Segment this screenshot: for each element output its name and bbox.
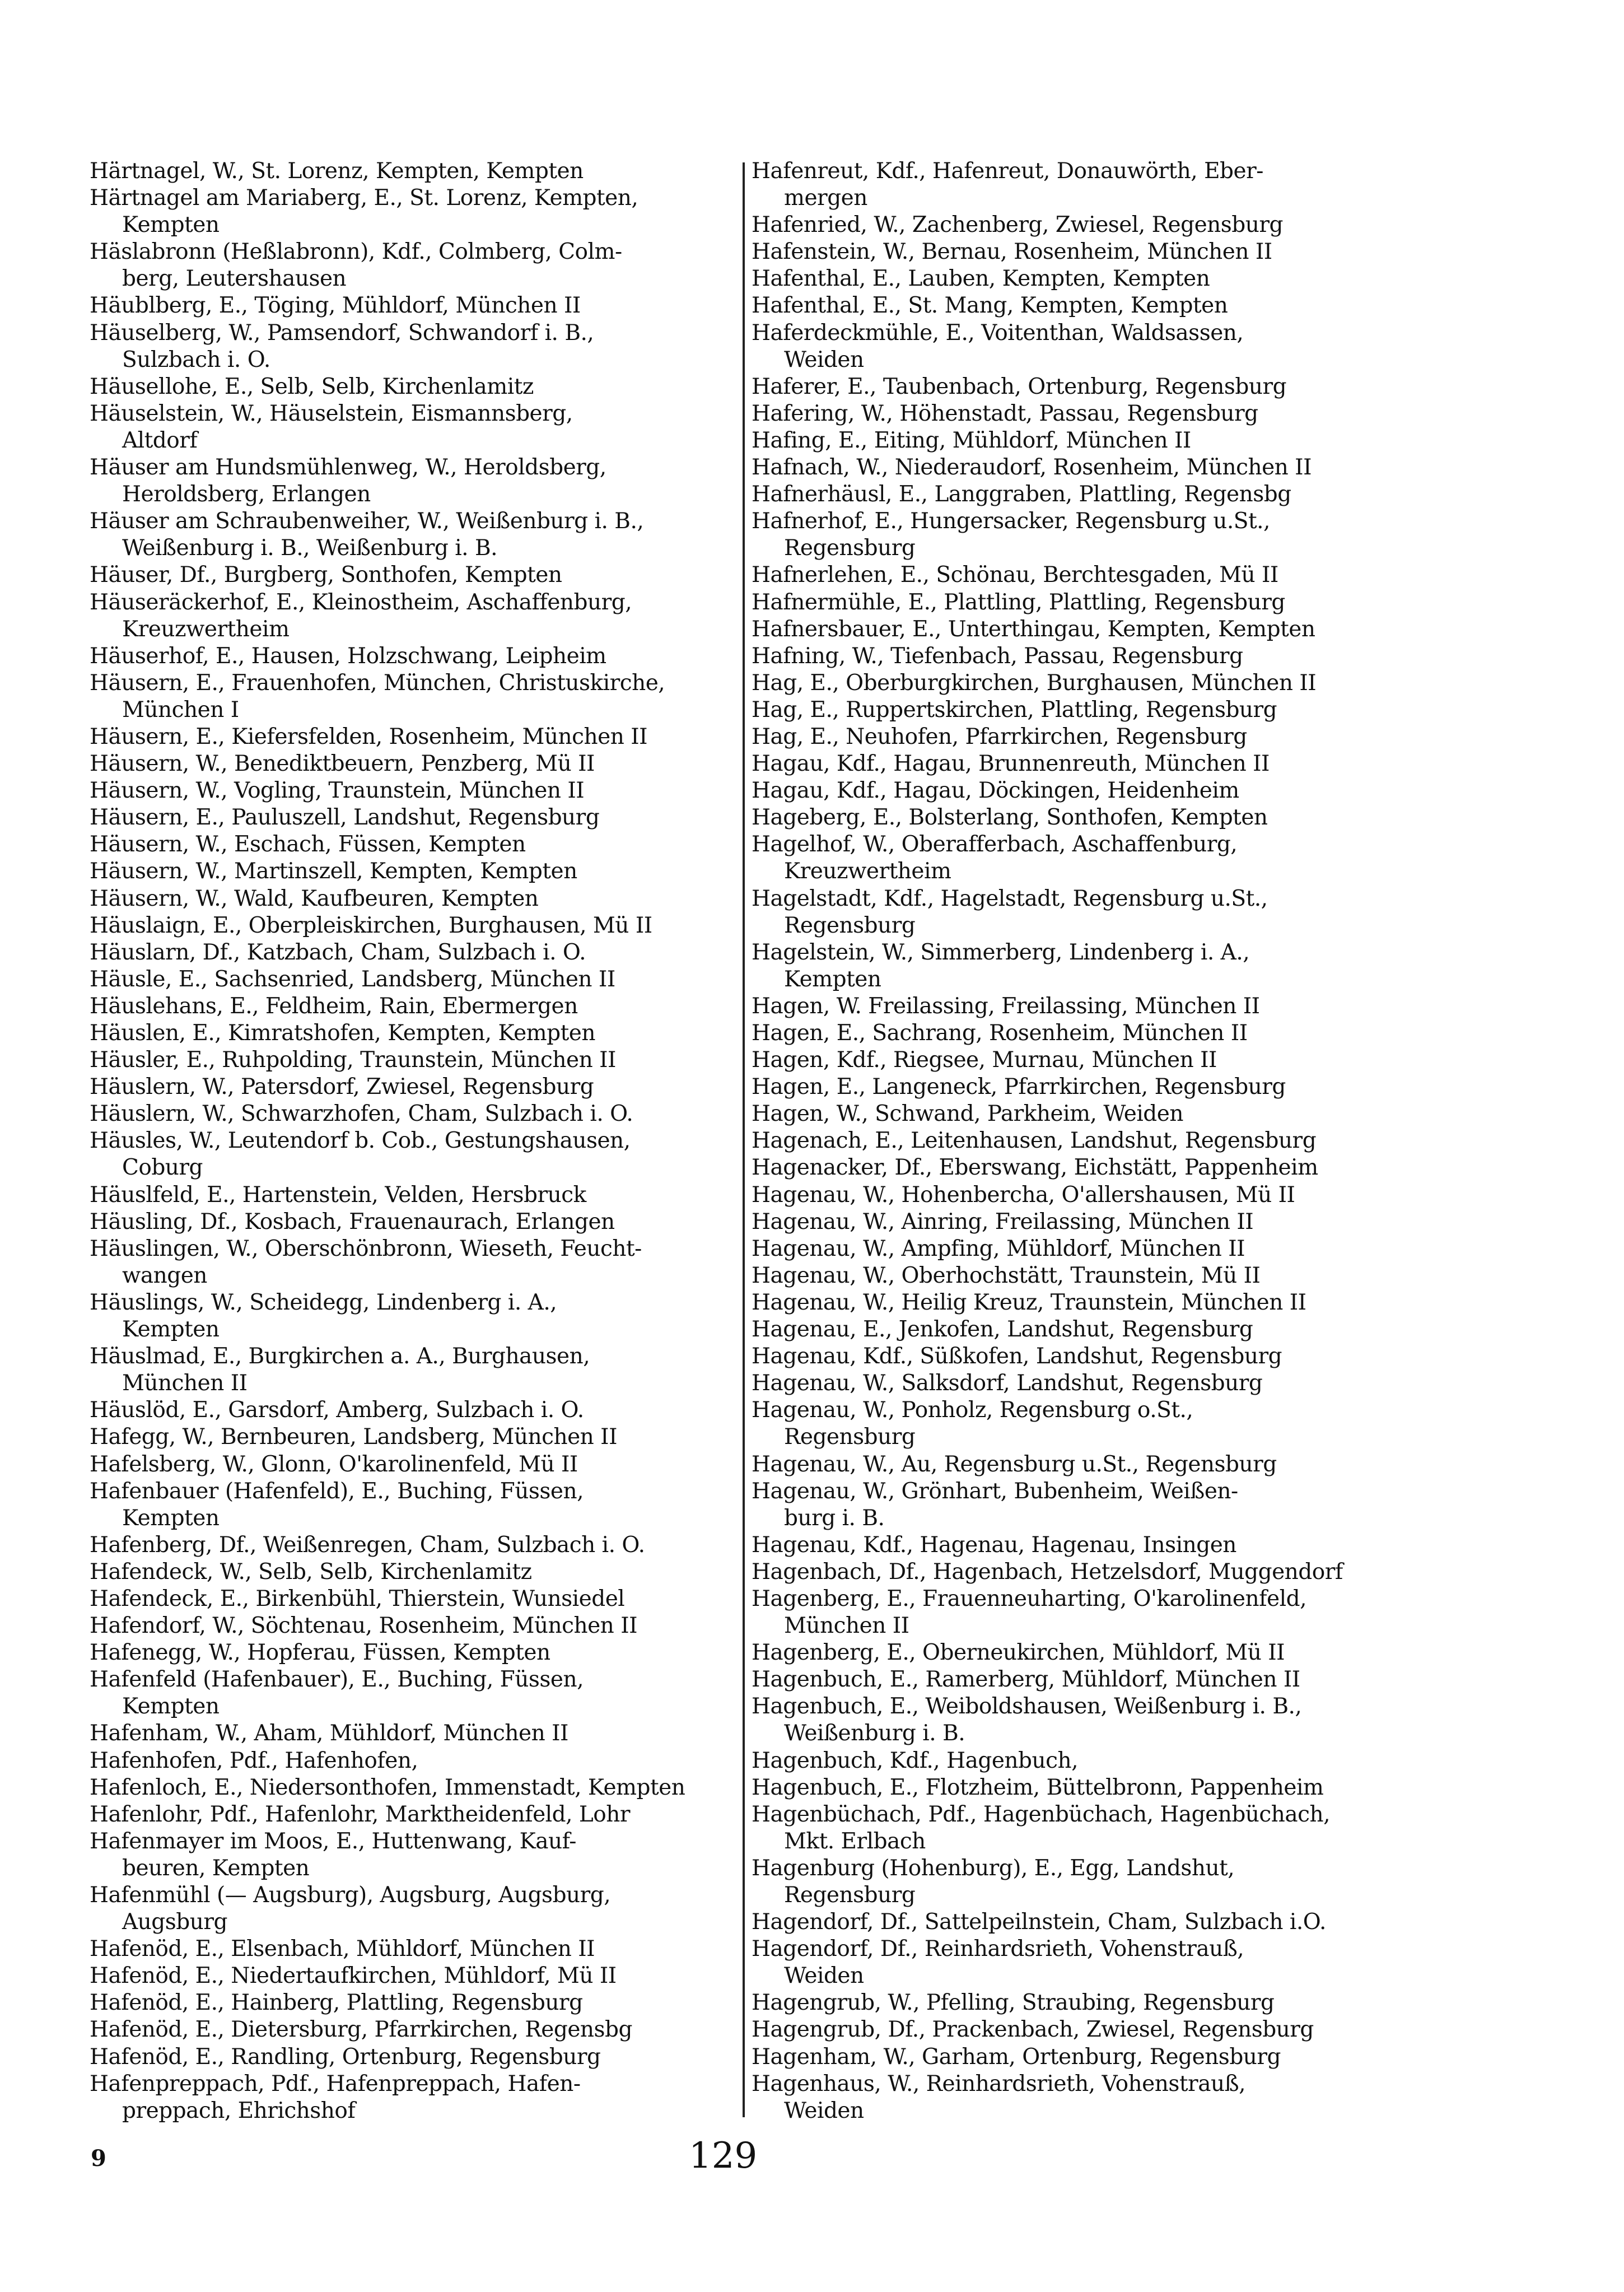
entry-line: Hagenau, E., Jenkofen, Landshut, Regensburg — [752, 1317, 1253, 1343]
gazetteer-entry — [752, 1289, 1424, 1316]
gazetteer-entry — [752, 1182, 1424, 1209]
gazetteer-entry — [752, 1343, 1424, 1370]
entry-line: Hafenloch, E., Niedersonthofen, Immenstadt, Kempten — [90, 1774, 685, 1800]
gazetteer-entry — [90, 239, 734, 292]
gazetteer-entry — [752, 1020, 1424, 1047]
entry-line: Häuslaign, E., Oberpleiskirchen, Burghausen, Mü II — [90, 912, 652, 938]
gazetteer-entry — [90, 939, 734, 966]
entry-continuation-line: Weißenburg i. B., Weißenburg i. B. — [122, 535, 498, 561]
entry-line: Häuslfeld, E., Hartenstein, Velden, Hersbruck — [90, 1182, 586, 1208]
gazetteer-entry — [752, 616, 1424, 643]
entry-line: Hagenacker, Df., Eberswang, Eichstätt, Pappenheim — [752, 1155, 1318, 1181]
entry-continuation-line: Kreuzwertheim — [122, 616, 290, 642]
entry-line: Hafenöd, E., Niedertaufkirchen, Mühldorf, Mü II — [90, 1963, 617, 1989]
gazetteer-entry — [90, 886, 734, 912]
entry-line: Häusern, W., Eschach, Füssen, Kempten — [90, 832, 526, 858]
entry-line: Häuslehans, E., Feldheim, Rain, Ebermergen — [90, 993, 578, 1019]
gazetteer-entry — [752, 2016, 1424, 2043]
gazetteer-entry — [90, 1047, 734, 1074]
entry-line: Hagenburg (Hohenburg), E., Egg, Landshut, — [752, 1855, 1235, 1881]
entry-line: Häusles, W., Leutendorf b. Cob., Gestungshausen, — [90, 1128, 631, 1154]
entry-line: Häuselberg, W., Pamsendorf, Schwandorf i. B., — [90, 320, 594, 346]
gazetteer-entry — [90, 1748, 734, 1774]
entry-line: Hagenau, W., Au, Regensburg u.St., Regensburg — [752, 1451, 1277, 1477]
gazetteer-entry — [90, 1801, 734, 1828]
entry-continuation-line: berg, Leutershausen — [122, 266, 347, 292]
entry-continuation-line: Kempten — [122, 212, 220, 238]
gazetteer-entry — [752, 1909, 1424, 1936]
entry-continuation-line: München II — [784, 1613, 909, 1639]
entry-continuation-line: Regensburg — [784, 1883, 916, 1908]
entry-line: Hafenberg, Df., Weißenregen, Cham, Sulzbach i. O. — [90, 1532, 645, 1558]
gazetteer-entry — [752, 292, 1424, 319]
gazetteer-entry — [752, 1263, 1424, 1289]
entry-continuation-line: Augsburg — [122, 1909, 227, 1935]
entry-line: Haferdeckmühle, E., Voitenthan, Waldsassen, — [752, 320, 1244, 346]
entry-line: Hagen, Kdf., Riegsee, Murnau, München II — [752, 1047, 1217, 1073]
entry-line: Hafnermühle, E., Plattling, Plattling, Regensburg — [752, 589, 1285, 615]
entry-line: Hafnersbauer, E., Unterthingau, Kempten, Kempten — [752, 616, 1315, 642]
gazetteer-entry — [90, 831, 734, 858]
gazetteer-entry — [752, 1047, 1424, 1074]
gazetteer-entry — [90, 643, 734, 670]
gazetteer-entry — [752, 589, 1424, 616]
entry-line: Hag, E., Oberburgkirchen, Burghausen, München II — [752, 670, 1317, 696]
entry-line: Häuser am Schraubenweiher, W., Weißenburg i. B., — [90, 509, 644, 534]
entry-continuation-line: Weißenburg i. B. — [784, 1721, 965, 1746]
entry-continuation-line: burg i. B. — [784, 1505, 885, 1531]
entry-continuation-line: Kempten — [122, 1694, 220, 1720]
gazetteer-entry — [90, 724, 734, 751]
entry-line: Hafenöd, E., Randling, Ortenburg, Regensburg — [90, 2044, 601, 2070]
gazetteer-entry — [752, 1936, 1424, 1990]
gazetteer-entry — [90, 508, 734, 562]
gazetteer-entry — [90, 1990, 734, 2016]
entry-line: Hagenbüchach, Pdf., Hagenbüchach, Hagenbüchach, — [752, 1801, 1330, 1827]
entry-line: Hafenried, W., Zachenberg, Zwiesel, Regensburg — [752, 212, 1283, 238]
gazetteer-entry — [90, 751, 734, 777]
entry-line: Hagenbuch, Kdf., Hagenbuch, — [752, 1748, 1078, 1773]
gazetteer-entry — [752, 2071, 1424, 2125]
page-number: 129 — [689, 2135, 758, 2177]
gazetteer-entry — [90, 670, 734, 724]
entry-line: Häuslmad, E., Burgkirchen a. A., Burghausen, — [90, 1344, 590, 1369]
entry-line: Hagelhof, W., Oberafferbach, Aschaffenburg, — [752, 832, 1238, 858]
gazetteer-entry — [752, 1074, 1424, 1101]
entry-continuation-line: Altdorf — [122, 427, 198, 453]
entry-line: Häusellohe, E., Selb, Selb, Kirchenlamitz — [90, 374, 534, 399]
entry-line: Hageberg, E., Bolsterlang, Sonthofen, Kempten — [752, 805, 1268, 831]
entry-line: Hagendorf, Df., Sattelpeilnstein, Cham, Sulzbach i.O. — [752, 1909, 1326, 1935]
gazetteer-entry — [90, 993, 734, 1020]
entry-continuation-line: Weiden — [784, 1963, 864, 1989]
gazetteer-entry — [90, 185, 734, 239]
entry-continuation-line: mergen — [784, 185, 867, 211]
entry-continuation-line: Regensburg — [784, 912, 916, 938]
gazetteer-entry — [90, 1182, 734, 1209]
gazetteer-entry — [752, 1101, 1424, 1128]
gazetteer-entry — [90, 2016, 734, 2043]
gazetteer-entry — [752, 562, 1424, 589]
gazetteer-entry — [90, 1828, 734, 1882]
entry-line: Häusern, E., Frauenhofen, München, Christuskirche, — [90, 670, 665, 696]
gazetteer-entry — [90, 1020, 734, 1047]
gazetteer-entry — [752, 1586, 1424, 1639]
entry-line: Haferer, E., Taubenbach, Ortenburg, Regensburg — [752, 374, 1287, 399]
gazetteer-entry — [752, 831, 1424, 885]
entry-continuation-line: preppach, Ehrichshof — [122, 2098, 356, 2123]
entry-line: Hagen, E., Langeneck, Pfarrkirchen, Regensburg — [752, 1074, 1286, 1100]
gazetteer-entry — [752, 724, 1424, 751]
entry-line: Hafenthal, E., Lauben, Kempten, Kempten — [752, 266, 1210, 292]
entry-line: Hagenau, W., Salksdorf, Landshut, Regensburg — [752, 1371, 1263, 1396]
gazetteer-entry — [90, 589, 734, 643]
entry-continuation-line: Weiden — [784, 2098, 864, 2123]
entry-line: Hagenau, W., Oberhochstätt, Traunstein, Mü II — [752, 1263, 1261, 1288]
entry-line: Hagenau, W., Ponholz, Regensburg o.St., — [752, 1397, 1193, 1423]
gazetteer-entry — [90, 1074, 734, 1101]
entry-line: Häuslöd, E., Garsdorf, Amberg, Sulzbach i. O. — [90, 1397, 584, 1423]
entry-line: Hagelstein, W., Simmerberg, Lindenberg i. A., — [752, 939, 1250, 965]
entry-line: Hafenfeld (Hafenbauer), E., Buching, Füssen, — [90, 1667, 584, 1693]
entry-line: Hafenöd, E., Elsenbach, Mühldorf, München II — [90, 1936, 595, 1962]
gazetteer-entry — [90, 858, 734, 885]
gazetteer-entry — [752, 1774, 1424, 1801]
entry-line: Hafenpreppach, Pdf., Hafenpreppach, Hafen- — [90, 2071, 581, 2097]
entry-line: Hafenreut, Kdf., Hafenreut, Donauwörth, Eber- — [752, 159, 1263, 184]
entry-line: Häuser, Df., Burgberg, Sonthofen, Kempten — [90, 562, 562, 588]
gazetteer-entry — [752, 1370, 1424, 1397]
gazetteer-entry — [752, 1748, 1424, 1774]
entry-line: Häusern, E., Kiefersfelden, Rosenheim, München II — [90, 724, 648, 749]
gazetteer-entry — [90, 804, 734, 831]
column-divider — [743, 162, 745, 2117]
gazetteer-entry — [752, 1478, 1424, 1532]
entry-continuation-line: Weiden — [784, 347, 864, 372]
entry-line: Hagenau, Kdf., Süßkofen, Landshut, Regensburg — [752, 1344, 1282, 1369]
gazetteer-entry — [90, 1720, 734, 1747]
gazetteer-entry — [752, 1209, 1424, 1236]
gazetteer-entry — [752, 993, 1424, 1020]
entry-continuation-line: Kempten — [784, 966, 881, 992]
gazetteer-entry — [90, 1451, 734, 1478]
gazetteer-entry — [752, 643, 1424, 670]
entry-line: Häuslarn, Df., Katzbach, Cham, Sulzbach i. O. — [90, 939, 586, 965]
entry-line: Häuslen, E., Kimratshofen, Kempten, Kempten — [90, 1021, 595, 1046]
entry-line: Hagendorf, Df., Reinhardsrieth, Vohenstrauß, — [752, 1936, 1244, 1962]
gazetteer-entry — [90, 1101, 734, 1128]
gazetteer-entry — [90, 1639, 734, 1666]
entry-line: Hagelstadt, Kdf., Hagelstadt, Regensburg u.St., — [752, 886, 1268, 911]
gazetteer-entry — [752, 886, 1424, 939]
entry-continuation-line: Sulzbach i. O. — [122, 347, 270, 372]
gazetteer-entry — [752, 751, 1424, 777]
gazetteer-entry — [90, 1774, 734, 1801]
entry-line: Hafnach, W., Niederaudorf, Rosenheim, München II — [752, 455, 1312, 481]
entry-line: Häusler, E., Ruhpolding, Traunstein, München II — [90, 1047, 616, 1073]
gazetteer-entry — [90, 1128, 734, 1181]
gazetteer-entry — [752, 1236, 1424, 1263]
entry-line: Hafering, W., Höhenstadt, Passau, Regensburg — [752, 400, 1258, 426]
gazetteer-entry — [752, 1855, 1424, 1909]
gazetteer-entry — [752, 1397, 1424, 1451]
gazetteer-entry — [752, 1666, 1424, 1693]
entry-line: Häusling, Df., Kosbach, Frauenaurach, Erlangen — [90, 1209, 615, 1234]
gazetteer-entry — [752, 1128, 1424, 1154]
entry-line: Häuseräckerhof, E., Kleinostheim, Aschaffenburg, — [90, 589, 632, 615]
entry-line: Hafenöd, E., Hainberg, Plattling, Regensburg — [90, 1990, 583, 2016]
gazetteer-entry — [90, 912, 734, 939]
entry-continuation-line: Regensburg — [784, 1424, 916, 1450]
gazetteer-entry — [90, 1666, 734, 1720]
entry-line: Häslabronn (Heßlabronn), Kdf., Colmberg, Colm- — [90, 239, 622, 265]
entry-continuation-line: Kempten — [122, 1505, 220, 1531]
entry-line: Hafenöd, E., Dietersburg, Pfarrkirchen, Regensbg — [90, 2017, 632, 2043]
entry-line: Häusern, E., Pauluszell, Landshut, Regensburg — [90, 805, 600, 831]
gazetteer-entry — [90, 966, 734, 993]
gazetteer-entry — [90, 1209, 734, 1236]
gazetteer-entry — [90, 1424, 734, 1451]
entry-line: Hagenberg, E., Frauenneuharting, O'karolinenfeld, — [752, 1586, 1306, 1611]
gazetteer-entry — [90, 1882, 734, 1936]
entry-line: Hag, E., Neuhofen, Pfarrkirchen, Regensburg — [752, 724, 1247, 749]
gazetteer-entry — [752, 1559, 1424, 1586]
gazetteer-entry — [90, 2071, 734, 2125]
gazetteer-entry — [90, 777, 734, 804]
entry-line: Hagen, W. Freilassing, Freilassing, München II — [752, 993, 1260, 1019]
gazetteer-entry — [90, 1289, 734, 1343]
gazetteer-entry — [90, 1559, 734, 1586]
entry-line: Häusern, W., Martinszell, Kempten, Kempten — [90, 859, 577, 884]
printer-signature-mark: 9 — [91, 2145, 106, 2172]
gazetteer-entry — [752, 939, 1424, 993]
entry-line: Hagenhaus, W., Reinhardsrieth, Vohenstrauß, — [752, 2071, 1246, 2097]
entry-line: Hagenau, W., Hohenbercha, O'allershausen, Mü II — [752, 1182, 1295, 1208]
entry-line: Häuserhof, E., Hausen, Holzschwang, Leipheim — [90, 643, 606, 669]
gazetteer-entry — [90, 1532, 734, 1559]
gazetteer-entry — [752, 1990, 1424, 2016]
entry-continuation-line: Mkt. Erlbach — [784, 1828, 926, 1854]
entry-line: Häusle, E., Sachsenried, Landsberg, München II — [90, 966, 615, 992]
entry-line: Häuslingen, W., Oberschönbronn, Wieseth, Feucht- — [90, 1236, 642, 1261]
gazetteer-entry — [90, 1586, 734, 1613]
entry-line: Hagengrub, Df., Prackenbach, Zwiesel, Regensburg — [752, 2017, 1314, 2043]
entry-line: Hagau, Kdf., Hagau, Döckingen, Heidenheim — [752, 778, 1239, 804]
entry-line: Hafenmühl (— Augsburg), Augsburg, Augsburg, — [90, 1883, 611, 1908]
entry-line: Hafenlohr, Pdf., Hafenlohr, Marktheidenfeld, Lohr — [90, 1801, 631, 1827]
gazetteer-entry — [90, 374, 734, 400]
entry-line: Hafendorf, W., Söchtenau, Rosenheim, München II — [90, 1613, 638, 1639]
gazetteer-entry — [90, 1343, 734, 1397]
entry-line: Hafing, E., Eiting, Mühldorf, München II — [752, 427, 1191, 453]
entry-line: Hafenmayer im Moos, E., Huttenwang, Kauf- — [90, 1828, 576, 1854]
entry-line: Hagau, Kdf., Hagau, Brunnenreuth, München II — [752, 751, 1270, 777]
entry-continuation-line: wangen — [122, 1263, 207, 1288]
gazetteer-entry — [90, 2044, 734, 2071]
entry-line: Häuser am Hundsmühlenweg, W., Heroldsberg, — [90, 455, 606, 481]
gazetteer-entry — [752, 697, 1424, 724]
gazetteer-entry — [90, 1613, 734, 1639]
entry-line: Hafenham, W., Aham, Mühldorf, München II — [90, 1721, 568, 1746]
entry-line: Härtnagel am Mariaberg, E., St. Lorenz, Kempten, — [90, 185, 638, 211]
entry-line: Hafenegg, W., Hopferau, Füssen, Kempten — [90, 1640, 550, 1666]
entry-line: Häuslern, W., Schwarzhofen, Cham, Sulzbach i. O. — [90, 1101, 633, 1127]
gazetteer-entry — [752, 400, 1424, 427]
gazetteer-entry — [752, 212, 1424, 239]
gazetteer-entry — [752, 454, 1424, 481]
gazetteer-entry — [752, 1693, 1424, 1747]
gazetteer-entry — [752, 239, 1424, 265]
gazetteer-entry — [90, 1478, 734, 1532]
gazetteer-entry — [752, 1801, 1424, 1855]
entry-line: Hagenau, W., Ampfing, Mühldorf, München II — [752, 1236, 1245, 1261]
gazetteer-entry — [90, 1936, 734, 1963]
gazetteer-entry — [752, 481, 1424, 508]
entry-line: Häuslern, W., Patersdorf, Zwiesel, Regensburg — [90, 1074, 594, 1100]
gazetteer-entry — [752, 2044, 1424, 2071]
entry-line: Hagen, W., Schwand, Parkheim, Weiden — [752, 1101, 1183, 1127]
entry-line: Hagenau, W., Grönhart, Bubenheim, Weißen- — [752, 1478, 1238, 1504]
entry-line: Hafenstein, W., Bernau, Rosenheim, München II — [752, 239, 1272, 265]
entry-line: Härtnagel, W., St. Lorenz, Kempten, Kempten — [90, 159, 584, 184]
gazetteer-entry — [90, 562, 734, 589]
entry-line: Hagengrub, W., Pfelling, Straubing, Regensburg — [752, 1990, 1275, 2016]
entry-continuation-line: Coburg — [122, 1155, 203, 1181]
gazetteer-entry — [752, 1451, 1424, 1478]
entry-line: Hafelsberg, W., Glonn, O'karolinenfeld, Mü II — [90, 1451, 578, 1477]
entry-continuation-line: Regensburg — [784, 535, 916, 561]
entry-line: Hagenau, Kdf., Hagenau, Hagenau, Insingen — [752, 1532, 1236, 1558]
gazetteer-entry — [752, 1316, 1424, 1343]
entry-line: Häusern, W., Benediktbeuern, Penzberg, Mü II — [90, 751, 595, 777]
entry-line: Hagenau, W., Heilig Kreuz, Traunstein, München II — [752, 1289, 1306, 1315]
entry-line: Hagenau, W., Ainring, Freilassing, München II — [752, 1209, 1254, 1234]
gazetteer-entry — [90, 1236, 734, 1289]
gazetteer-entry — [90, 454, 734, 508]
entry-line: Hagenbuch, E., Ramerberg, Mühldorf, München II — [752, 1667, 1300, 1693]
entry-line: Häuselstein, W., Häuselstein, Eismannsberg, — [90, 400, 573, 426]
gazetteer-entry — [752, 427, 1424, 454]
gazetteer-entry — [90, 292, 734, 319]
gazetteer-entry — [752, 670, 1424, 697]
entry-line: Hafnerhof, E., Hungersacker, Regensburg u.St., — [752, 509, 1270, 534]
entry-line: Hafendeck, E., Birkenbühl, Thierstein, Wunsiedel — [90, 1586, 625, 1611]
gazetteer-entry — [90, 1963, 734, 1990]
entry-continuation-line: München II — [122, 1371, 248, 1396]
entry-line: Hafegg, W., Bernbeuren, Landsberg, München II — [90, 1424, 617, 1450]
gazetteer-entry — [90, 400, 734, 454]
entry-line: Hagenbach, Df., Hagenbach, Hetzelsdorf, Muggendorf — [752, 1559, 1343, 1585]
entry-line: Häusern, W., Vogling, Traunstein, München II — [90, 778, 585, 804]
gazetteer-entry — [90, 320, 734, 374]
entry-continuation-line: Heroldsberg, Erlangen — [122, 482, 371, 507]
gazetteer-entry — [752, 265, 1424, 292]
gazetteer-entry — [752, 508, 1424, 562]
left-column — [90, 158, 734, 2125]
gazetteer-entry — [90, 158, 734, 185]
entry-continuation-line: Kempten — [122, 1317, 220, 1343]
gazetteer-entry — [752, 1532, 1424, 1559]
entry-line: Hagenham, W., Garham, Ortenburg, Regensburg — [752, 2044, 1281, 2070]
entry-line: Häublberg, E., Töging, Mühldorf, München II — [90, 293, 581, 319]
right-column — [752, 158, 1424, 2125]
entry-line: Hagenbuch, E., Weiboldshausen, Weißenburg i. B., — [752, 1694, 1302, 1720]
gazetteer-entry — [752, 1154, 1424, 1181]
entry-line: Hagen, E., Sachrang, Rosenheim, München II — [752, 1021, 1248, 1046]
entry-line: Hafenhofen, Pdf., Hafenhofen, — [90, 1748, 418, 1773]
gazetteer-entry — [90, 1397, 734, 1424]
entry-continuation-line: München I — [122, 697, 239, 723]
entry-continuation-line: beuren, Kempten — [122, 1855, 310, 1881]
entry-line: Häusern, W., Wald, Kaufbeuren, Kempten — [90, 886, 539, 911]
entry-continuation-line: Kreuzwertheim — [784, 859, 951, 884]
gazetteer-entry — [752, 1639, 1424, 1666]
entry-line: Hafendeck, W., Selb, Selb, Kirchenlamitz — [90, 1559, 532, 1585]
gazetteer-entry — [752, 374, 1424, 400]
entry-line: Hagenach, E., Leitenhausen, Landshut, Regensburg — [752, 1128, 1317, 1154]
entry-line: Häuslings, W., Scheidegg, Lindenberg i. A., — [90, 1289, 557, 1315]
entry-line: Hag, E., Ruppertskirchen, Plattling, Regensburg — [752, 697, 1277, 723]
gazetteer-entry — [752, 158, 1424, 212]
entry-line: Hafnerhäusl, E., Langgraben, Plattling, Regensbg — [752, 482, 1291, 507]
entry-line: Hafenthal, E., St. Mang, Kempten, Kempten — [752, 293, 1228, 319]
entry-line: Hagenbuch, E., Flotzheim, Büttelbronn, Pappenheim — [752, 1774, 1324, 1800]
entry-line: Hagenberg, E., Oberneukirchen, Mühldorf, Mü II — [752, 1640, 1285, 1666]
gazetteer-entry — [752, 777, 1424, 804]
entry-line: Hafnerlehen, E., Schönau, Berchtesgaden, Mü II — [752, 562, 1278, 588]
entry-line: Hafning, W., Tiefenbach, Passau, Regensburg — [752, 643, 1243, 669]
gazetteer-entry — [752, 320, 1424, 374]
gazetteer-entry — [752, 804, 1424, 831]
entry-line: Hafenbauer (Hafenfeld), E., Buching, Füssen, — [90, 1478, 584, 1504]
